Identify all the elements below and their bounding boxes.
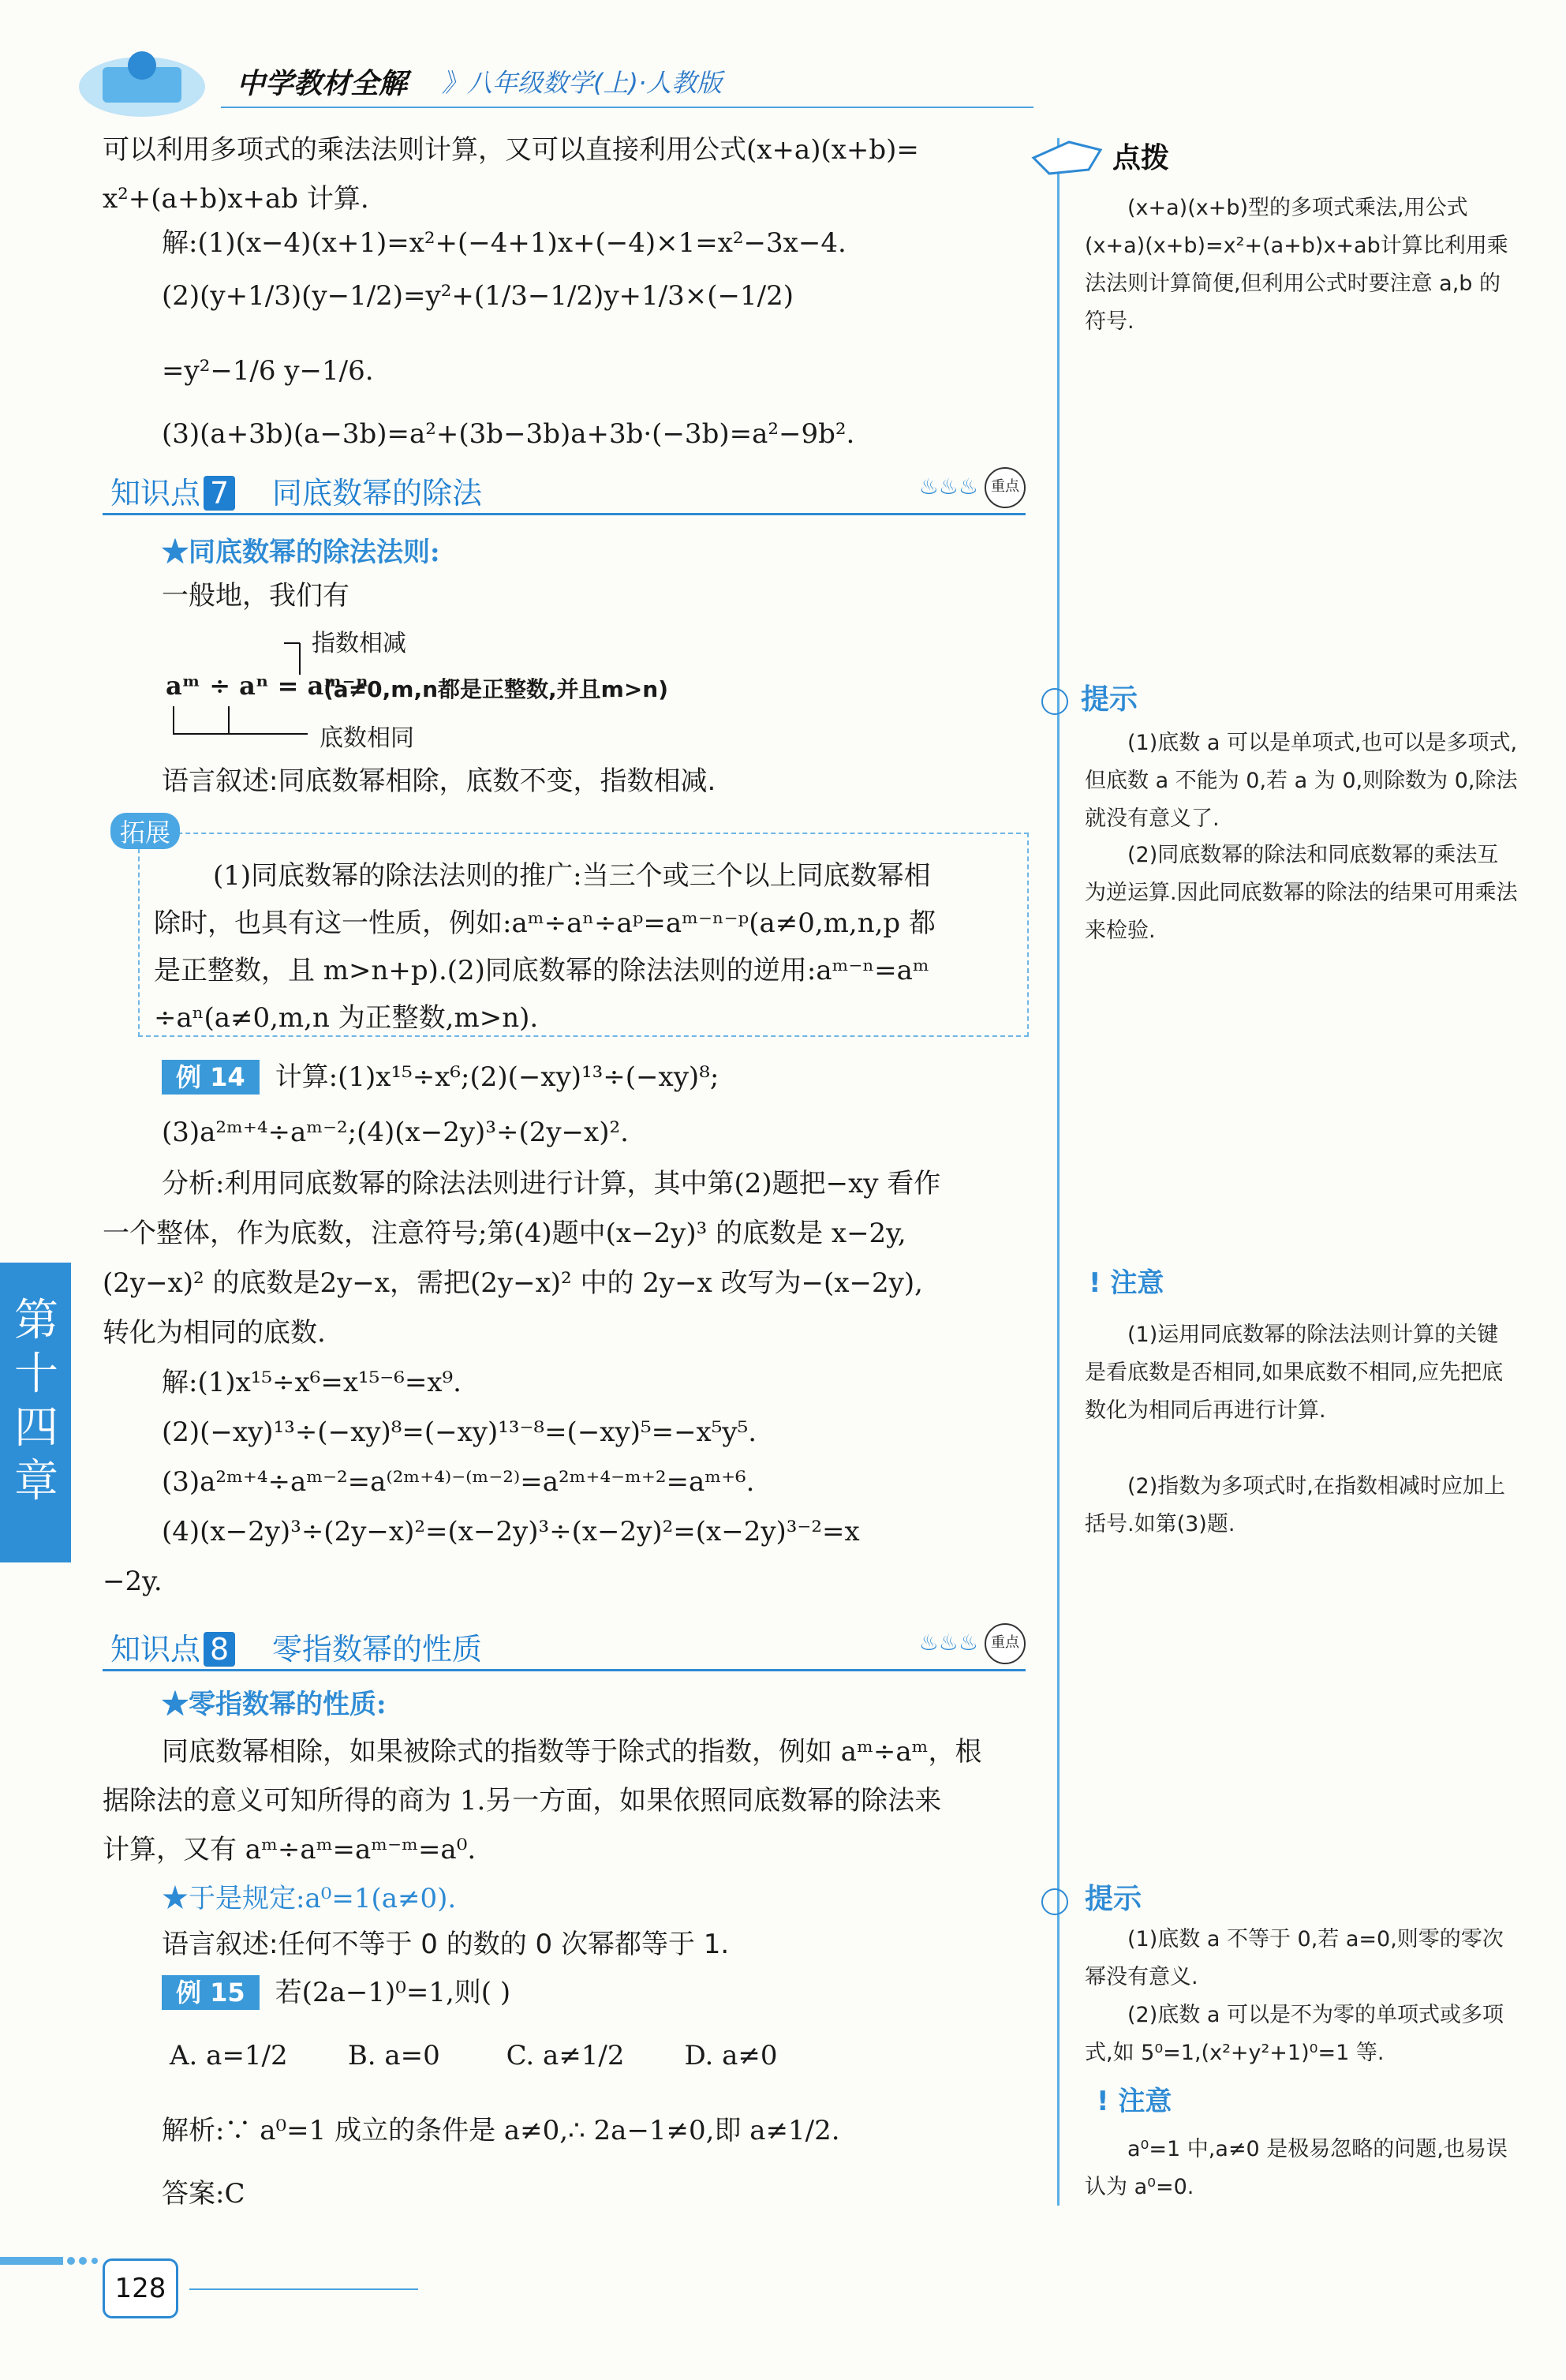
hint-1-para-1: (1)底数 a 可以是单项式,也可以是多项式,但底数 a 不能为 0,若 a 为 0,则除数为 0,除法就没有意义了. — [1085, 731, 1518, 831]
solution-2a: (2)(y+1/3)(y−1/2)=y²+(1/3−1/2)y+1/3×(−1/2) — [162, 280, 794, 312]
option-d: D. a≠0 — [684, 2040, 778, 2071]
footer-rule — [189, 2288, 418, 2290]
ex14-solution-4b: −2y. — [103, 1566, 163, 1597]
diagram-condition: (a≠0,m,n都是正整数,并且m>n) — [323, 676, 669, 702]
solution-1: 解:(1)(x−4)(x+1)=x²+(−4+1)x+(−4)×1=x²−3x−4. — [162, 227, 847, 259]
zero-exp-p1: 同底数幂相除，如果被除式的指数等于除式的指数，例如 aᵐ÷aᵐ，根 — [162, 1736, 982, 1768]
book-logo-icon — [71, 43, 213, 118]
tip-dianbo-heading: 点拨 — [1112, 142, 1170, 174]
rule-title-7: ★同底数幂的除法法则: — [162, 537, 440, 568]
ex15-answer: 答案:C — [162, 2178, 245, 2210]
analysis-4: 转化为相同的底数. — [103, 1317, 326, 1349]
section-7-header — [103, 466, 1026, 515]
zero-exp-statement: 语言叙述:任何不等于 0 的数的 0 次幂都等于 1. — [162, 1929, 730, 1960]
key-point-badge: 重点 — [985, 467, 1026, 508]
exponent-rule-diagram — [166, 623, 955, 758]
ex15-analysis: 解析:∵ a⁰=1 成立的条件是 a≠0,∴ 2a−1≠0,即 a≠1/2. — [162, 2115, 840, 2146]
extension-line-3: 是正整数，且 m>n+p).(2)同底数幂的除法法则的逆用:aᵐ⁻ⁿ=aᵐ — [154, 955, 929, 986]
note-2-para-1: a⁰=1 中,a≠0 是极易忽略的问题,也易误认为 a⁰=0. — [1085, 2137, 1508, 2199]
diagram-top-label: 指数相减 — [312, 630, 406, 657]
page-number: 128 — [103, 2258, 178, 2318]
extension-line-1: (1)同底数幂的除法法则的推广:当三个或三个以上同底数幂相 — [213, 860, 931, 892]
section-8-label: 知识点 8 — [110, 1625, 238, 1668]
hint-1-para-2: (2)同底数幂的除法和同底数幂的乘法互为逆运算.因此同底数幂的除法的结果可用乘法来检验. — [1085, 843, 1518, 943]
hint-1-heading: 提示 — [1081, 683, 1138, 716]
diagram-formula: aᵐ ÷ aⁿ = aᵐ⁻ⁿ — [166, 671, 369, 701]
solution-2b: =y²−1/6 y−1/6. — [162, 355, 374, 387]
analysis-2: 一个整体，作为底数，注意符号;第(4)题中(x−2y)³ 的底数是 x−2y, — [103, 1218, 906, 1249]
extension-tag: 拓展 — [110, 813, 180, 849]
general-text: 一般地，我们有 — [162, 580, 349, 612]
note-1-heading: ! 注意 — [1089, 1267, 1164, 1299]
section-7-title: 同底数幂的除法 — [272, 476, 483, 511]
intro-line-1: 可以利用多项式的乘法法则计算，又可以直接利用公式(x+a)(x+b)= — [103, 134, 919, 166]
extension-line-2: 除时，也具有这一性质，例如:aᵐ÷aⁿ÷aᵖ=aᵐ⁻ⁿ⁻ᵖ(a≠0,m,n,p 都 — [154, 907, 936, 939]
flame-icons: ♨♨♨ — [918, 1630, 978, 1656]
zero-exp-p3: 计算，又有 aᵐ÷aᵐ=aᵐ⁻ᵐ=a⁰. — [103, 1834, 477, 1865]
diagram-bottom-label: 底数相同 — [320, 724, 414, 752]
zero-exp-title: ★零指数幂的性质: — [162, 1689, 387, 1720]
analysis-3: (2y−x)² 的底数是2y−x，需把(2y−x)² 中的 2y−x 改写为−(x−2y), — [103, 1267, 923, 1299]
solution-3: (3)(a+3b)(a−3b)=a²+(3b−3b)a+3b·(−3b)=a²−9b². — [162, 418, 855, 450]
tip-marker-icon — [1041, 688, 1068, 715]
header-rule — [221, 107, 1033, 108]
ex14-solution-4a: (4)(x−2y)³÷(2y−x)²=(x−2y)³÷(x−2y)²=(x−2y)³⁻²=x — [162, 1516, 860, 1547]
example-14-question: 例 14 计算:(1)x¹⁵÷x⁶;(2)(−xy)¹³÷(−xy)⁸; — [162, 1053, 1093, 1101]
section-8-title: 零指数幂的性质 — [272, 1632, 483, 1667]
header-title: 中学教材全解 — [237, 68, 408, 100]
extension-line-4: ÷aⁿ(a≠0,m,n 为正整数,m>n). — [154, 1002, 539, 1034]
example-15-tag: 例 15 — [162, 1975, 260, 2010]
analysis-1: 分析:利用同底数幂的除法法则进行计算，其中第(2)题把−xy 看作 — [162, 1168, 941, 1199]
note-1-para-1: (1)运用同底数幂的除法法则计算的关键是看底数是否相同,如果底数不相同,应先把底数化为相同后再进行计算. — [1085, 1323, 1504, 1423]
ex14-solution-3: (3)a²ᵐ⁺⁴÷aᵐ⁻²=a⁽²ᵐ⁺⁴⁾⁻⁽ᵐ⁻²⁾=a²ᵐ⁺⁴⁻ᵐ⁺²=aᵐ⁺⁶. — [162, 1466, 755, 1498]
flame-icons: ♨♨♨ — [918, 473, 978, 500]
ex14-solution-2: (2)(−xy)¹³÷(−xy)⁸=(−xy)¹³⁻⁸=(−xy)⁵=−x⁵y⁵. — [162, 1416, 757, 1448]
header-subtitle: 》八年级数学(上)·人教版 — [442, 68, 723, 98]
tip-marker-icon — [1041, 1888, 1068, 1915]
section-7-number: 7 — [204, 476, 235, 511]
note-1-para-2: (2)指数为多项式时,在指数相减时应加上括号.如第(3)题. — [1085, 1474, 1505, 1536]
zero-exp-p2: 据除法的意义可知所得的商为 1.另一方面，如果依照同底数幂的除法来 — [103, 1785, 942, 1817]
hint-2-para-2: (2)底数 a 可以是不为零的单项式或多项式,如 5⁰=1,(x²+y²+1)⁰=1 等. — [1085, 2003, 1504, 2065]
hint-2-heading: 提示 — [1085, 1883, 1142, 1915]
example-14-question-2: (3)a²ᵐ⁺⁴÷aᵐ⁻²;(4)(x−2y)³÷(2y−x)². — [162, 1117, 629, 1148]
option-c: C. a≠1/2 — [506, 2040, 625, 2071]
section-8-number: 8 — [204, 1632, 235, 1667]
page-header — [0, 0, 1566, 126]
footer-dots — [0, 2253, 103, 2269]
option-a: A. a=1/2 — [170, 2040, 288, 2071]
example-14-tag: 例 14 — [162, 1060, 260, 1095]
tip-dianbo-text: (x+a)(x+b)型的多项式乘法,用公式(x+a)(x+b)=x²+(a+b)x+ab计算比利用乘法法则计算简便,但利用公式时要注意 a,b 的符号. — [1085, 196, 1508, 334]
key-point-badge: 重点 — [985, 1623, 1026, 1664]
section-7-label: 知识点 7 — [110, 469, 238, 512]
chapter-tab — [0, 1263, 71, 1562]
example-15-question: 例 15 若(2a−1)⁰=1,则( ) — [162, 1969, 1093, 2016]
hint-2-para-1: (1)底数 a 不等于 0,若 a=0,则零的零次幂没有意义. — [1085, 1927, 1504, 1989]
statement-7: 语言叙述:同底数幂相除，底数不变，指数相减. — [162, 765, 716, 797]
pointing-hand-icon — [1026, 126, 1112, 181]
note-2-heading: ! 注意 — [1097, 2086, 1172, 2117]
option-b: B. a=0 — [347, 2040, 440, 2071]
example-15-options — [170, 2032, 998, 2079]
ex14-solution-1: 解:(1)x¹⁵÷x⁶=x¹⁵⁻⁶=x⁹. — [162, 1367, 462, 1398]
chapter-label: 第十四章 — [14, 1295, 58, 1507]
section-8-header — [103, 1622, 1026, 1671]
zero-exp-rule: ★于是规定:a⁰=1(a≠0). — [162, 1883, 457, 1914]
intro-line-2: x²+(a+b)x+ab 计算. — [103, 183, 369, 215]
